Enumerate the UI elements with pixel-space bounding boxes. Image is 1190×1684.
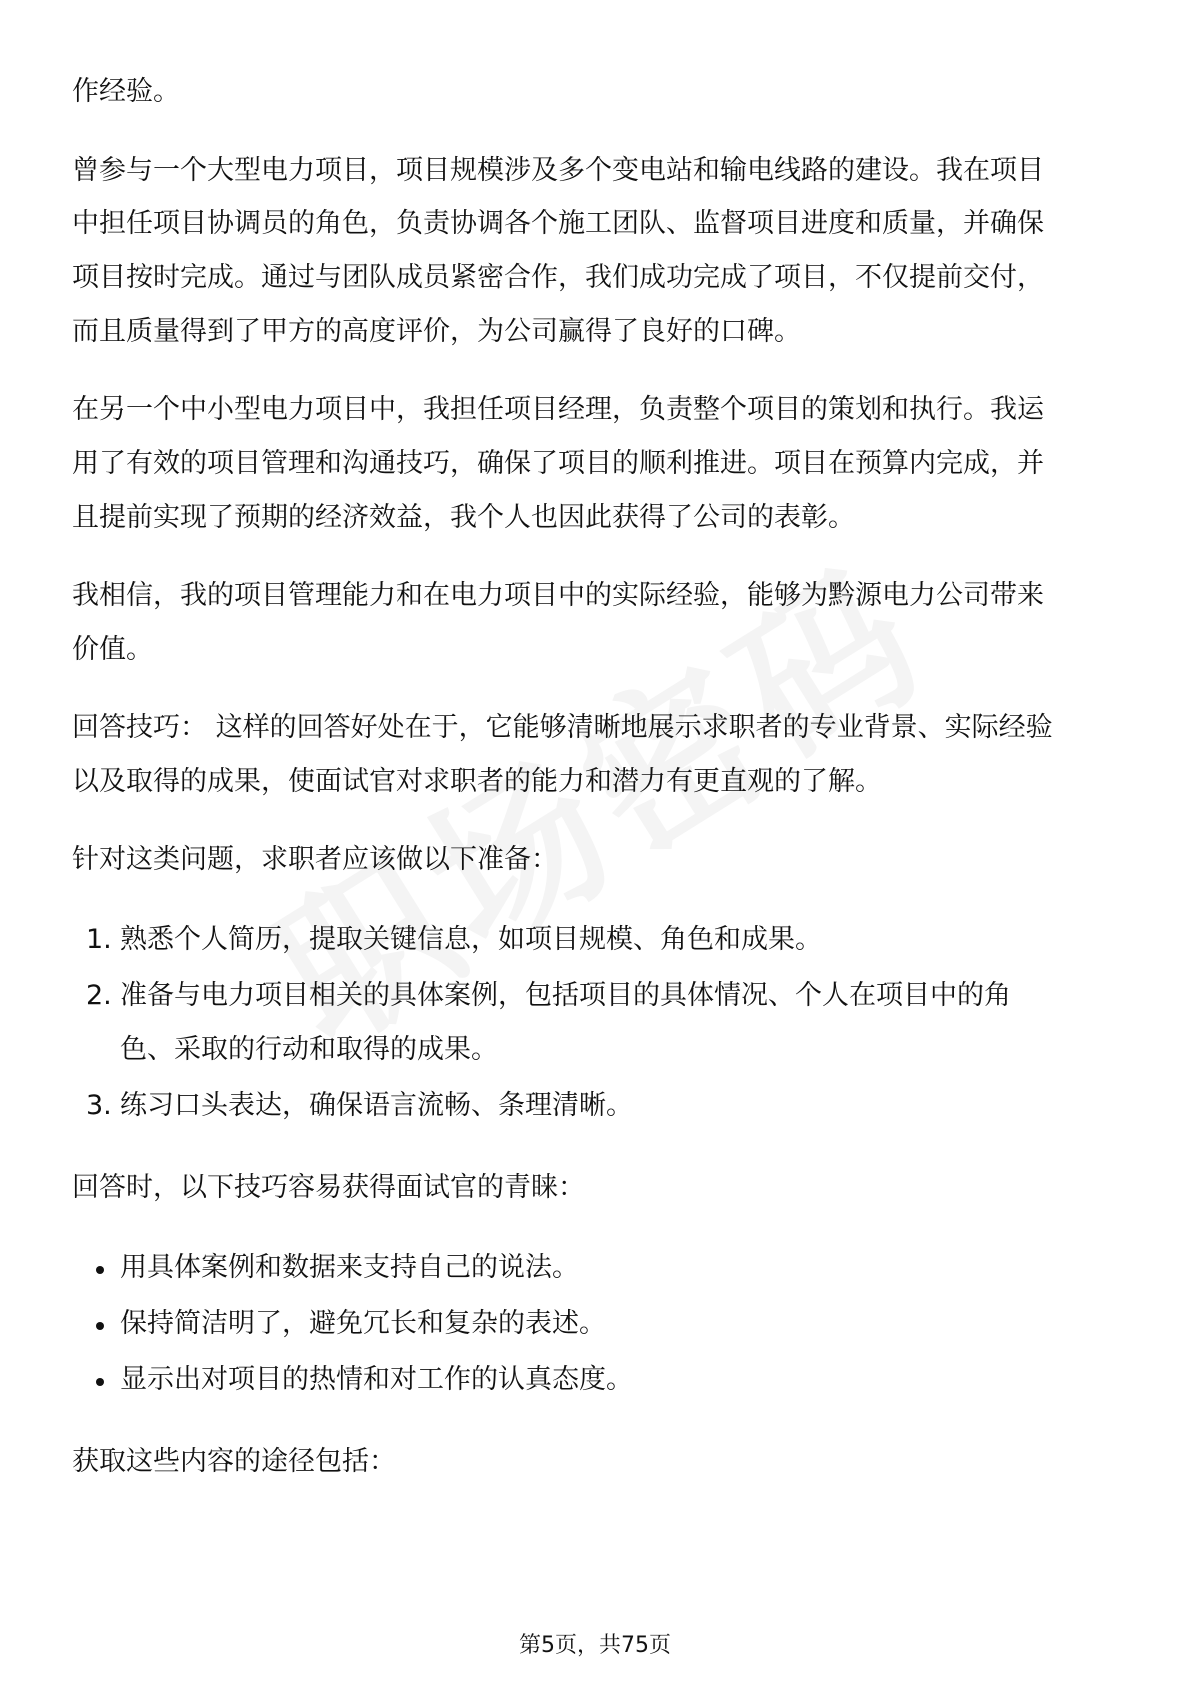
list-item: 准备与电力项目相关的具体案例，包括项目的具体情况、个人在项目中的角 [120,980,1011,1011]
list-item: 色、采取的行动和取得的成果。 [120,1034,498,1065]
paragraph-line: 且提前实现了预期的经济效益，我个人也因此获得了公司的表彰。 [72,502,855,533]
list-item: 用具体案例和数据来支持自己的说法。 [120,1252,579,1283]
paragraph-line: 针对这类问题，求职者应该做以下准备： [72,844,558,875]
list-number: 3. [86,1090,112,1121]
bullet-dot [96,1378,104,1386]
bullet-dot [96,1266,104,1274]
paragraph-line: 中担任项目协调员的角色，负责协调各个施工团队、监督项目进度和质量，并确保 [72,208,1044,239]
list-number: 1. [86,924,112,955]
paragraph-line: 以及取得的成果，使面试官对求职者的能力和潜力有更直观的了解。 [72,766,882,797]
paragraph-line: 作经验。 [72,76,180,107]
paragraph-line: 回答时，以下技巧容易获得面试官的青睐： [72,1172,585,1203]
list-item: 熟悉个人简历，提取关键信息，如项目规模、角色和成果。 [120,924,822,955]
paragraph-line: 项目按时完成。通过与团队成员紧密合作，我们成功完成了项目，不仅提前交付， [72,262,1044,293]
page-number: 第5页，共75页 [519,1633,671,1658]
paragraph-line: 我相信，我的项目管理能力和在电力项目中的实际经验，能够为黔源电力公司带来 [72,580,1044,611]
paragraph-line: 而且质量得到了甲方的高度评价，为公司赢得了良好的口碑。 [72,316,801,347]
paragraph-line: 用了有效的项目管理和沟通技巧，确保了项目的顺利推进。项目在预算内完成，并 [72,448,1044,479]
paragraph-line: 获取这些内容的途径包括： [72,1446,396,1477]
paragraph-line: 回答技巧： 这样的回答好处在于，它能够清晰地展示求职者的专业背景、实际经验 [72,712,1053,743]
list-number: 2. [86,980,112,1011]
bullet-dot [96,1322,104,1330]
paragraph-line: 价值。 [72,634,153,665]
list-item: 练习口头表达，确保语言流畅、条理清晰。 [120,1090,633,1121]
paragraph-line: 曾参与一个大型电力项目，项目规模涉及多个变电站和输电线路的建设。我在项目 [72,155,1044,186]
paragraph-line: 在另一个中小型电力项目中，我担任项目经理，负责整个项目的策划和执行。我运 [72,394,1044,425]
list-item: 显示出对项目的热情和对工作的认真态度。 [120,1364,633,1395]
list-item: 保持简洁明了，避免冗长和复杂的表述。 [120,1308,606,1339]
